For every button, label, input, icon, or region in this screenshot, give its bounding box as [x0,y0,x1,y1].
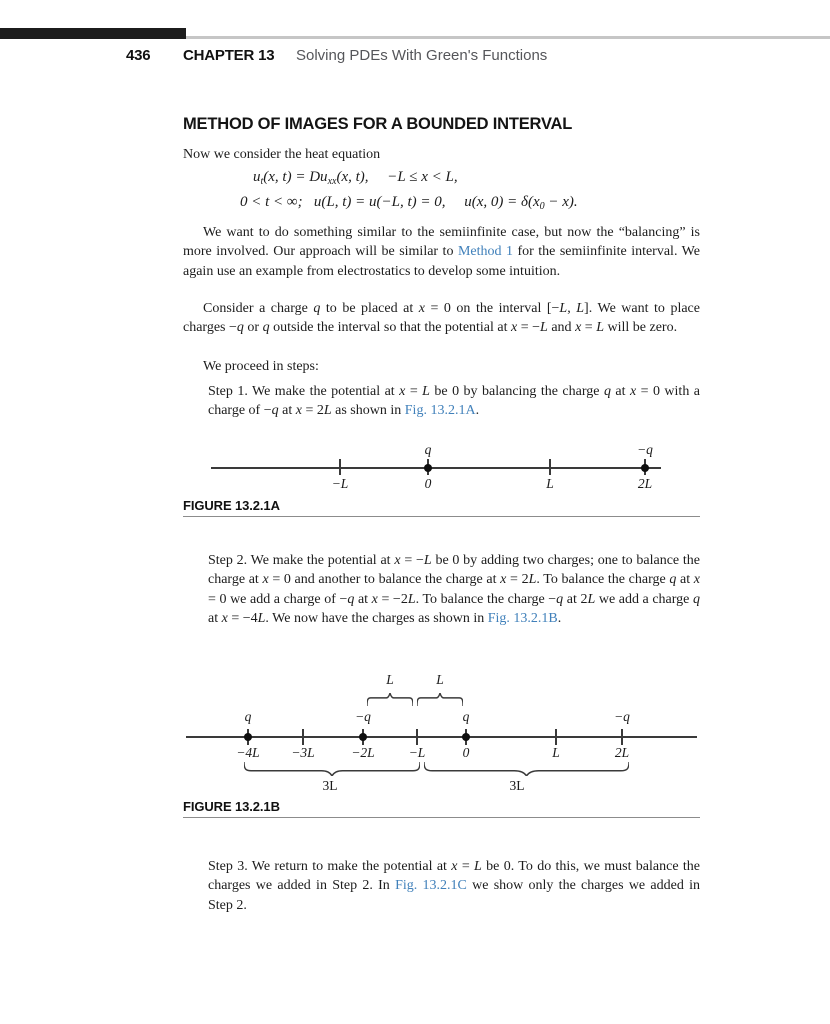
text-segment: ]. We want to place charges − [183,301,700,336]
text-segment: Step 3. We return to make the potential at [208,859,452,874]
intro-text: Now we consider the heat equation [183,147,381,162]
brace-label [495,778,539,794]
text-segment: as shown in [331,403,405,419]
paragraph-proceed: We proceed in steps: [203,359,319,374]
cross-reference-link[interactable]: Fig. 13.2.1B [487,611,558,627]
text-segment: L [423,553,432,568]
tick-mark [555,729,557,745]
text-segment: at [354,591,372,607]
text-segment: we show only the charges we added in Step 2. [208,878,700,913]
charge-dot [359,733,367,741]
text-segment: x [371,591,378,607]
text-segment: at [278,403,296,419]
text-segment: at [610,384,630,399]
tick-label: L [546,476,554,491]
paragraph-step-3 [208,857,700,915]
text-segment: at [676,572,694,588]
text-segment: = [457,859,475,874]
paragraph-consider-charge [183,299,700,338]
brace-label [308,778,352,794]
text-segment: L [576,301,585,316]
text-segment: be 0 by balancing the charge [429,384,604,399]
page-number: 436 [126,47,151,64]
paragraph-semiinfinite [183,223,700,281]
figure-13-2-1a [183,440,700,497]
brace-label: L [386,672,394,687]
text-segment: for the semiinfinite interval. We again use an example from electrostatics to develop some intuition. [183,244,700,279]
text-segment: Step 1. We make the potential at [208,384,400,399]
text-segment: x [511,320,518,336]
tick-mark [621,729,623,745]
text-segment: . [475,403,480,419]
text-segment [445,194,464,210]
text-segment: to be placed at [320,301,419,316]
text-segment: x [693,572,700,588]
text-segment: q [669,572,677,588]
charge-dot [424,464,432,472]
charge-label: q [462,709,470,724]
text-segment: Consider a charge [203,301,314,316]
text-segment: 0 [539,201,545,212]
text-segment: (x, t) = Du [263,169,328,185]
text-segment: −L ≤ x < L, [387,169,458,185]
tick-label: 2L [637,476,653,491]
tick-label: −L [408,745,426,760]
text-segment: q [603,384,611,399]
text-segment: at 2 [563,591,588,607]
text-segment: q [347,591,355,607]
text-segment: be 0. To do this, we must balance the charges we added in Step 2. In [208,859,700,894]
text-segment: we add a charge [595,591,693,607]
text-segment: at [208,611,222,627]
text-segment: L [257,611,266,627]
figure-rule [183,817,700,818]
text-segment: = 2 [506,572,529,588]
text-segment: − x). [544,194,578,210]
charge-label: q [424,442,432,457]
tick-mark [549,459,551,475]
brace-label-text: 3L [509,778,525,793]
text-segment: . To balance the charge [536,572,670,588]
text-segment: x [418,301,425,316]
text-segment: = − [517,320,541,336]
text-segment: L [422,384,430,399]
text-segment: x [221,611,228,627]
text-segment: u(L, t) = u(−L, t) = 0, [313,194,446,210]
text-segment: q [313,301,321,316]
tick-label: −2L [351,745,375,760]
tick-label: 2L [614,745,630,760]
text-segment: We want to do something similar to the semiinfinite case, but now the “balancing” is more involved. Our approach will be similar to [183,225,700,260]
charge-dot [462,733,470,741]
tick-label: −4L [236,745,260,760]
text-segment: = 2 [301,403,324,419]
text-segment: outside the interval so that the potential at [269,320,512,336]
text-segment: L [587,591,596,607]
text-segment: = 0 on the interval [− [424,301,560,316]
text-segment: = −4 [227,611,258,627]
tick-label: L [552,745,560,760]
text-segment: x [295,403,302,419]
text-segment: L [596,320,604,336]
over-brace [417,693,463,706]
tick-label: −L [331,476,349,491]
text-segment: be 0 by adding two charges; one to balance the charge at [208,553,700,588]
text-segment: = [581,320,597,336]
text-segment: q [556,591,564,607]
cross-reference-link[interactable]: Method 1 [457,244,513,260]
chapter-label: CHAPTER 13 [183,47,275,64]
tick-mark [416,729,418,745]
figure-caption: FIGURE 13.2.1A [183,498,280,513]
charge-label: −q [637,442,653,457]
chapter-title: Solving PDEs With Green's Functions [296,47,548,64]
text-segment: x [575,320,582,336]
number-line [211,467,661,469]
paragraph-step-2 [208,551,700,629]
charge-dot [641,464,649,472]
tick-label: 0 [462,745,470,760]
text-segment: q [692,591,700,607]
charge-label: q [244,709,252,724]
text-segment: x [399,384,406,399]
figure-13-2-1b [183,672,700,794]
heat-equation-line-2 [240,194,578,212]
text-segment: or [243,320,263,336]
cross-reference-link[interactable]: Fig. 13.2.1A [404,403,476,419]
text-segment: x [394,553,401,568]
text-segment: x [629,384,637,399]
heat-equation-line-1 [253,169,458,187]
text-segment: = −2 [377,591,408,607]
text-segment: and [547,320,576,336]
brace-label-text: 3L [322,778,338,793]
text-segment: . We now have the charges as shown in [265,611,488,627]
text-segment: . To balance the charge − [415,591,557,607]
cross-reference-link[interactable]: Fig. 13.2.1C [395,878,467,894]
charge-label: −q [355,709,371,724]
text-segment: Step 2. We make the potential at [208,553,395,568]
text-segment: q [262,320,270,336]
text-segment: x [262,572,269,588]
text-segment: = 0 with a charge of − [208,384,700,419]
text-segment: L [540,320,548,336]
text-segment: q [271,403,279,419]
text-segment: , [567,301,577,316]
brace-label: L [436,672,444,687]
text-segment: will be zero. [603,320,678,336]
tick-mark [339,459,341,475]
text-segment: xx [327,176,337,187]
text-segment: 0 < t < ∞; [240,194,303,210]
under-brace [244,762,420,776]
text-segment: L [474,859,482,874]
text-segment: L [407,591,416,607]
text-segment: x [451,859,458,874]
text-segment: u [253,169,261,185]
charge-label: −q [614,709,630,724]
section-title: METHOD OF IMAGES FOR A BOUNDED INTERVAL [183,115,573,133]
text-segment: = − [400,553,424,568]
text-segment [303,194,314,210]
text-segment [369,169,388,185]
charge-dot [244,733,252,741]
text-segment: = [405,384,423,399]
tick-label: −3L [291,745,315,760]
text-segment: t [260,176,264,187]
top-bar [0,28,186,39]
figure-rule [183,516,700,517]
text-segment: x [500,572,507,588]
text-segment: = 0 we add a charge of − [208,591,348,607]
under-brace [424,762,629,776]
text-segment: . [557,611,562,627]
tick-label: 0 [424,476,432,491]
text-segment: L [528,572,537,588]
text-segment: q [236,320,244,336]
text-segment: L [559,301,568,316]
over-brace [367,693,413,706]
text-segment: = 0 and another to balance the charge at [268,572,501,588]
text-segment: L [323,403,332,419]
tick-mark [302,729,304,745]
text-segment: (x, t), [336,169,369,185]
paragraph-step-1 [208,382,700,421]
figure-caption: FIGURE 13.2.1B [183,799,280,814]
text-segment: u(x, 0) = δ(x [464,194,540,210]
